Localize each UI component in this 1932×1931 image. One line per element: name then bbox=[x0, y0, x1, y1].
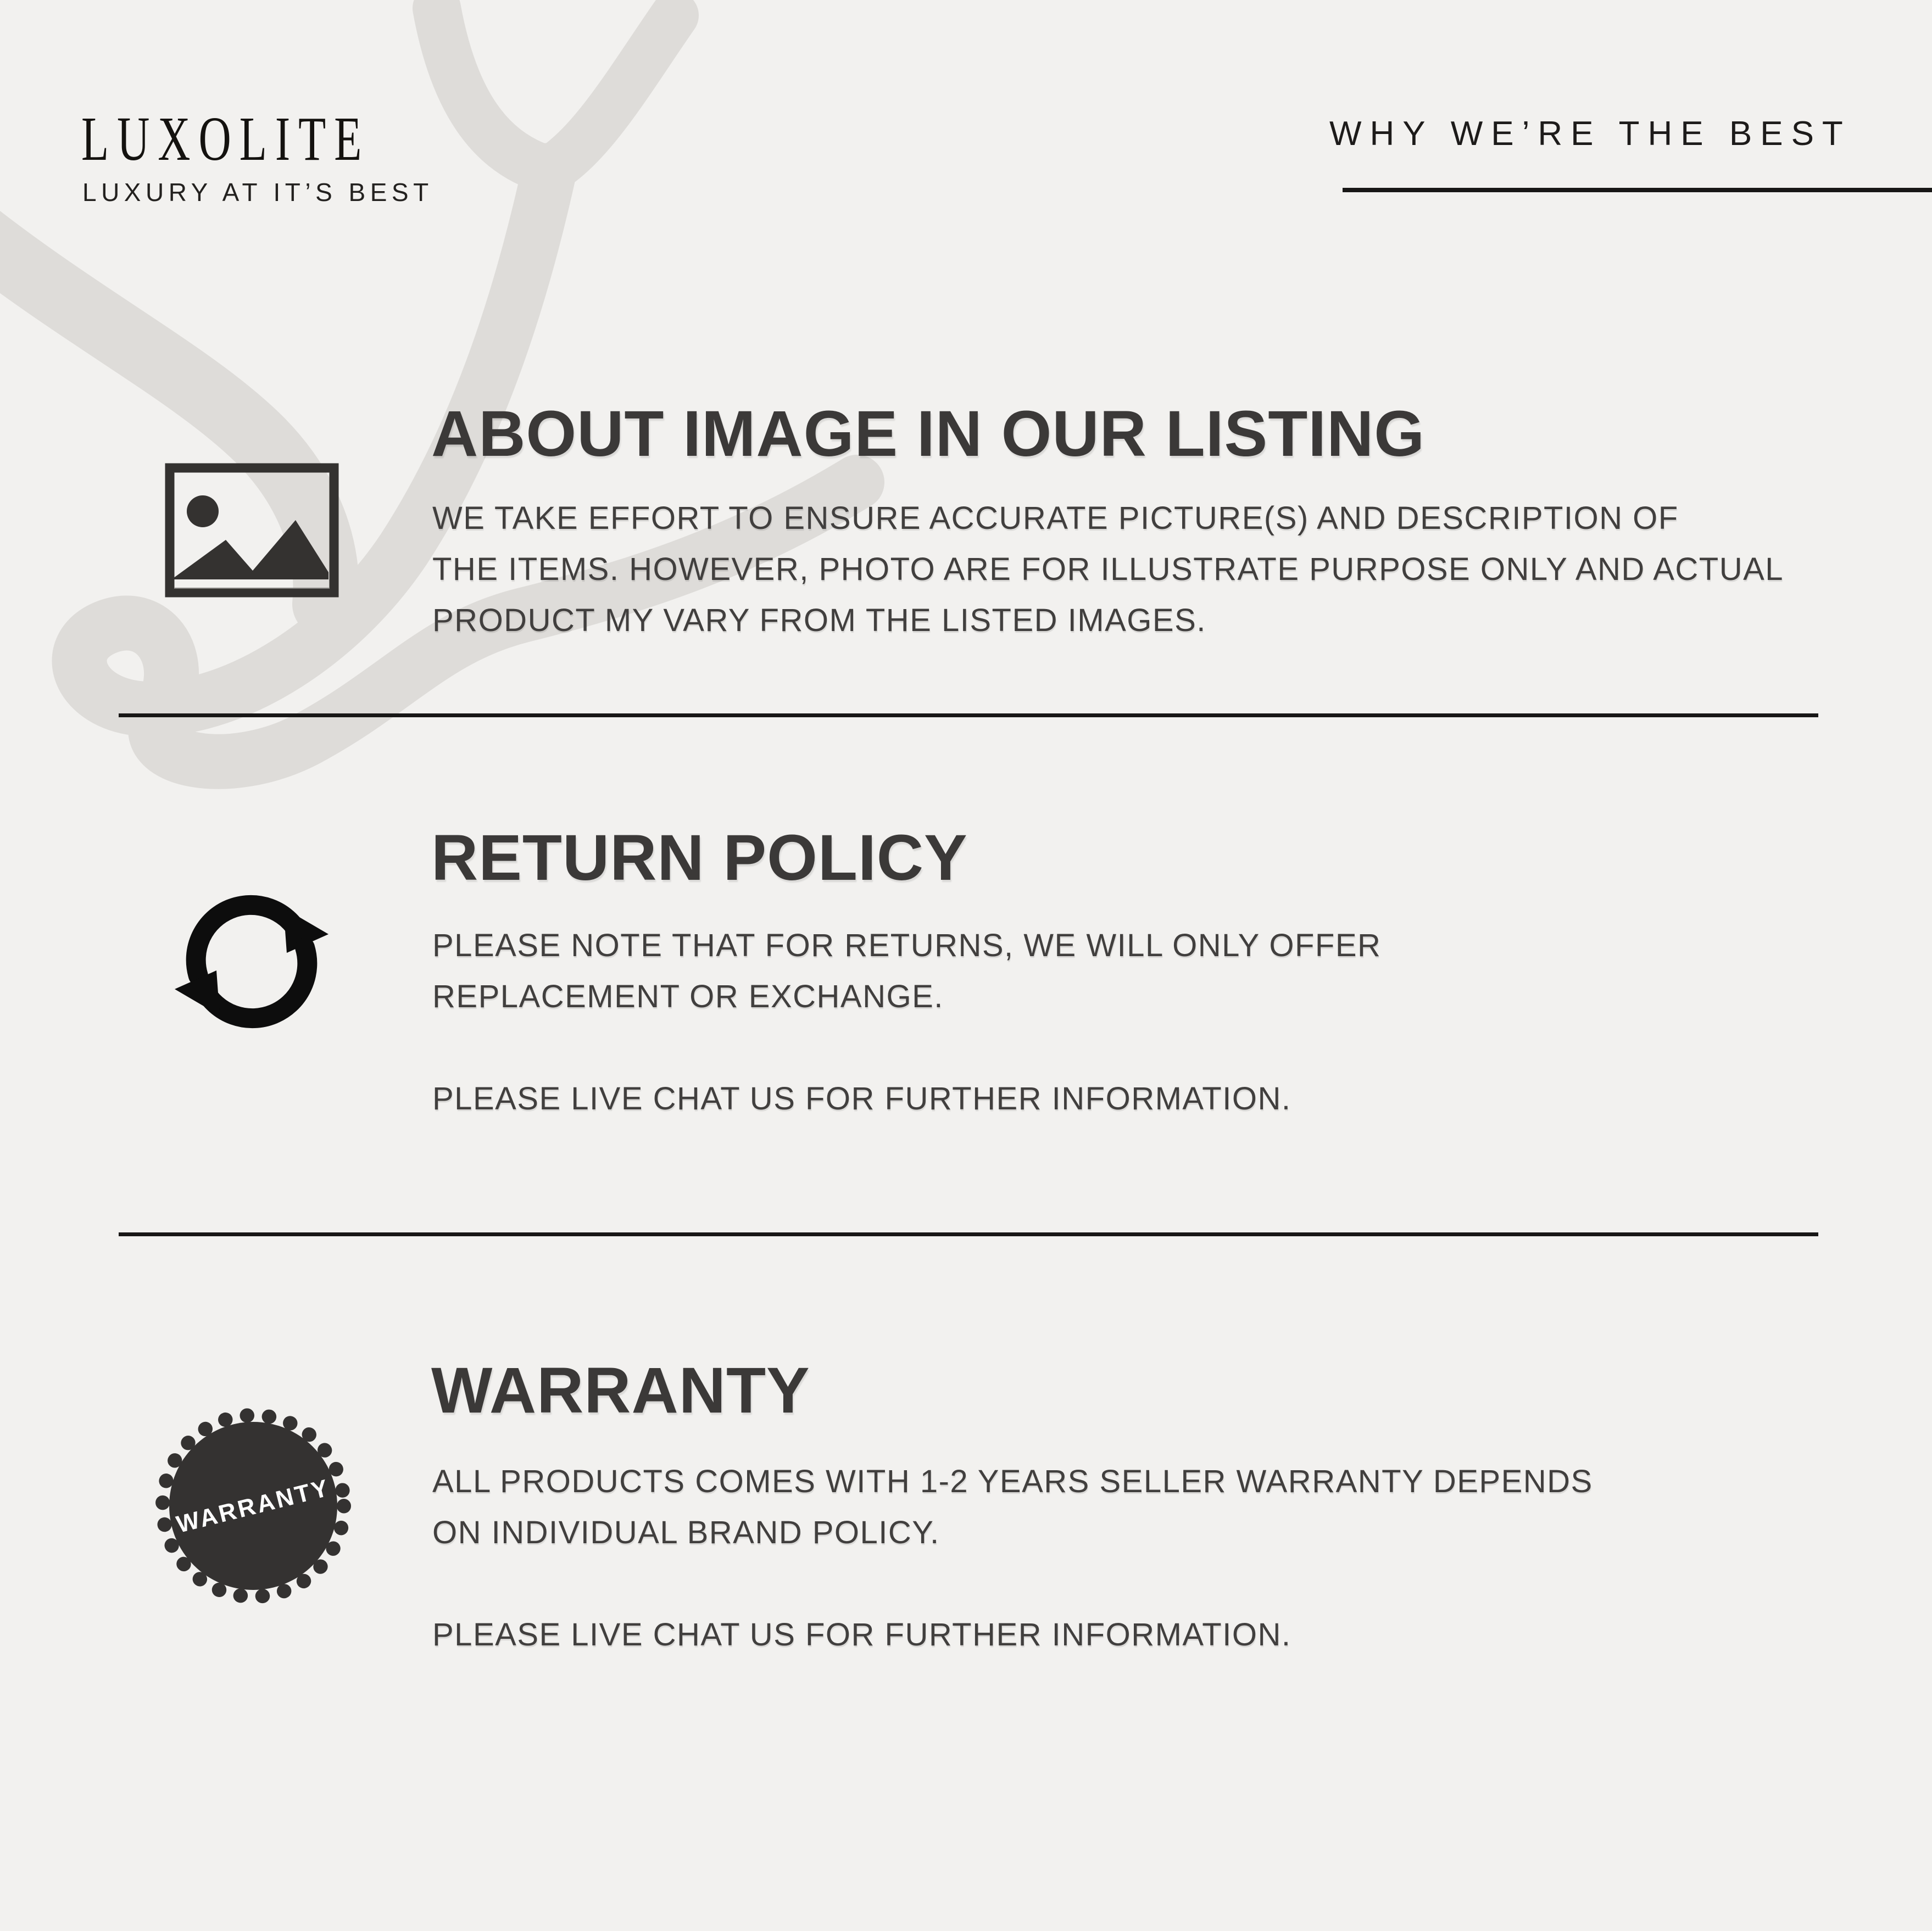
brand-tagline: LUXURY AT IT’S BEST bbox=[82, 178, 433, 207]
body-line: ON INDIVIDUAL BRAND POLICY. bbox=[432, 1515, 940, 1550]
section-body-warranty bbox=[432, 1456, 1593, 1660]
section-title-warranty: WARRANTY bbox=[431, 1354, 810, 1427]
paragraph-gap bbox=[432, 1558, 1593, 1609]
body-line: PLEASE LIVE CHAT US FOR FURTHER INFORMATION. bbox=[432, 1081, 1291, 1117]
body-line: ALL PRODUCTS COMES WITH 1-2 YEARS SELLER WARRANTY DEPENDS bbox=[432, 1464, 1593, 1499]
section-divider bbox=[119, 713, 1818, 717]
section-title-return-policy: RETURN POLICY bbox=[431, 822, 968, 894]
brand-logo bbox=[81, 104, 433, 207]
section-divider bbox=[119, 1232, 1818, 1236]
body-line: REPLACEMENT OR EXCHANGE. bbox=[432, 979, 944, 1014]
section-body-about-images bbox=[432, 493, 1784, 646]
header-right-title: WHY WE’RE THE BEST bbox=[1329, 115, 1851, 153]
section-body-return-policy bbox=[432, 920, 1381, 1124]
paragraph-gap bbox=[432, 1022, 1381, 1073]
warranty-badge-icon bbox=[155, 1408, 352, 1607]
brand-name: LUXOLITE bbox=[81, 104, 370, 174]
section-title-about-images: ABOUT IMAGE IN OUR LISTING bbox=[431, 398, 1426, 470]
image-placeholder-icon bbox=[165, 463, 339, 600]
body-line: WE TAKE EFFORT TO ENSURE ACCURATE PICTURE(S) AND DESCRIPTION OF bbox=[432, 500, 1679, 536]
warranty-badge-label: WARRANTY bbox=[174, 1474, 333, 1538]
header-underline bbox=[1343, 188, 1932, 192]
body-line: THE ITEMS. HOWEVER, PHOTO ARE FOR ILLUSTRATE PURPOSE ONLY AND ACTUAL bbox=[432, 551, 1784, 587]
body-line: PLEASE LIVE CHAT US FOR FURTHER INFORMATION. bbox=[432, 1617, 1291, 1653]
body-line: PRODUCT MY VARY FROM THE LISTED IMAGES. bbox=[432, 602, 1206, 638]
refresh-arrows-icon bbox=[169, 879, 334, 1047]
body-line: PLEASE NOTE THAT FOR RETURNS, WE WILL ONLY OFFER bbox=[432, 928, 1382, 963]
